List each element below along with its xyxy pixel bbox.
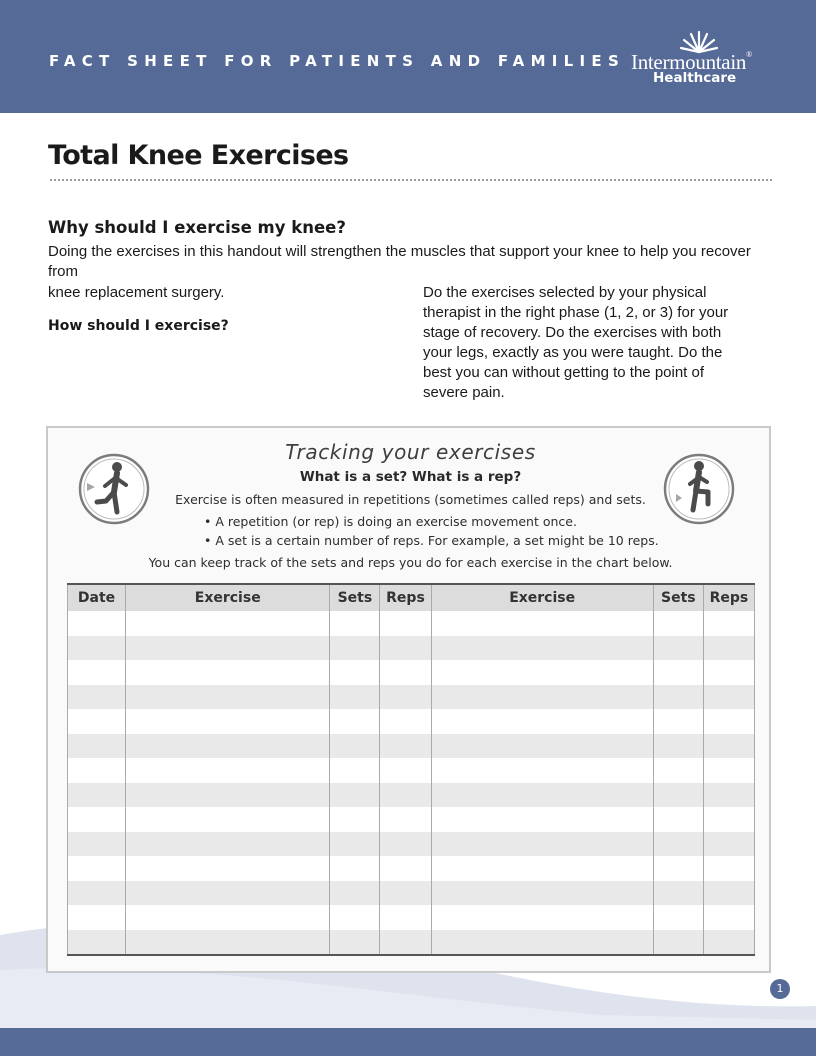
table-cell[interactable] bbox=[653, 709, 703, 734]
table-cell[interactable] bbox=[431, 856, 653, 881]
table-cell[interactable] bbox=[431, 660, 653, 685]
table-cell[interactable] bbox=[431, 611, 653, 636]
table-cell[interactable] bbox=[330, 783, 380, 808]
table-cell[interactable] bbox=[330, 758, 380, 783]
table-row bbox=[68, 783, 755, 808]
title-divider bbox=[50, 179, 772, 181]
table-cell[interactable] bbox=[431, 734, 653, 759]
table-cell[interactable] bbox=[330, 856, 380, 881]
table-row bbox=[68, 856, 755, 881]
exercise-tracking-table bbox=[67, 583, 755, 956]
table-cell[interactable] bbox=[703, 930, 754, 956]
table-cell[interactable] bbox=[126, 611, 330, 636]
table-cell[interactable] bbox=[703, 807, 754, 832]
table-cell[interactable] bbox=[68, 758, 126, 783]
table-cell[interactable] bbox=[431, 783, 653, 808]
table-cell[interactable] bbox=[68, 611, 126, 636]
table-cell[interactable] bbox=[380, 856, 431, 881]
table-cell[interactable] bbox=[330, 807, 380, 832]
table-cell[interactable] bbox=[126, 832, 330, 857]
table-cell[interactable] bbox=[330, 832, 380, 857]
tracking-title: Tracking your exercises bbox=[285, 440, 536, 464]
page-number-badge: 1 bbox=[770, 979, 790, 999]
table-cell[interactable] bbox=[653, 783, 703, 808]
table-body bbox=[68, 611, 755, 955]
table-cell[interactable] bbox=[431, 905, 653, 930]
tracking-description: Exercise is often measured in repetitions (sometimes called reps) and sets. bbox=[175, 492, 646, 507]
table-cell[interactable] bbox=[380, 685, 431, 710]
table-row bbox=[68, 636, 755, 661]
tracking-exercises-box bbox=[46, 426, 771, 973]
table-cell[interactable] bbox=[126, 930, 330, 956]
tracking-bullet-set: • A set is a certain number of reps. For example, a set might be 10 reps. bbox=[204, 533, 659, 548]
table-cell[interactable] bbox=[330, 905, 380, 930]
header-tagline: FACT SHEET FOR PATIENTS AND FAMILIES bbox=[49, 52, 626, 70]
column-header-sets-2: Sets bbox=[653, 584, 703, 611]
tracking-footer-text: You can keep track of the sets and reps you do for each exercise in the chart below. bbox=[148, 555, 673, 570]
table-cell[interactable] bbox=[653, 660, 703, 685]
table-cell[interactable] bbox=[653, 685, 703, 710]
table-cell[interactable] bbox=[703, 881, 754, 906]
table-cell[interactable] bbox=[380, 758, 431, 783]
table-cell[interactable] bbox=[68, 930, 126, 956]
table-cell[interactable] bbox=[330, 611, 380, 636]
table-cell[interactable] bbox=[703, 783, 754, 808]
table-row bbox=[68, 758, 755, 783]
table-cell[interactable] bbox=[703, 709, 754, 734]
table-cell[interactable] bbox=[653, 881, 703, 906]
column-header-exercise: Exercise bbox=[126, 584, 330, 611]
tracking-subtitle: What is a set? What is a rep? bbox=[299, 469, 522, 485]
table-cell[interactable] bbox=[68, 783, 126, 808]
table-cell[interactable] bbox=[68, 734, 126, 759]
table-cell[interactable] bbox=[330, 709, 380, 734]
table-row bbox=[68, 881, 755, 906]
table-cell[interactable] bbox=[703, 832, 754, 857]
table-cell[interactable] bbox=[703, 856, 754, 881]
table-cell[interactable] bbox=[703, 734, 754, 759]
table-cell[interactable] bbox=[653, 611, 703, 636]
table-cell[interactable] bbox=[653, 856, 703, 881]
tracking-bullet-rep: • A repetition (or rep) is doing an exercise movement once. bbox=[204, 514, 577, 529]
why-exercise-heading: Why should I exercise my knee? bbox=[48, 218, 346, 237]
table-cell[interactable] bbox=[380, 611, 431, 636]
table-header-row bbox=[68, 584, 755, 611]
table-cell[interactable] bbox=[126, 856, 330, 881]
table-cell[interactable] bbox=[126, 905, 330, 930]
table-cell[interactable] bbox=[703, 636, 754, 661]
table-cell[interactable] bbox=[68, 905, 126, 930]
page-header bbox=[0, 0, 816, 113]
table-cell[interactable] bbox=[380, 807, 431, 832]
table-cell[interactable] bbox=[380, 709, 431, 734]
table-cell[interactable] bbox=[653, 905, 703, 930]
table-row bbox=[68, 905, 755, 930]
table-cell[interactable] bbox=[431, 758, 653, 783]
table-cell[interactable] bbox=[703, 660, 754, 685]
table-cell[interactable] bbox=[330, 636, 380, 661]
table-cell[interactable] bbox=[431, 930, 653, 956]
table-row bbox=[68, 807, 755, 832]
table-cell[interactable] bbox=[380, 636, 431, 661]
table-cell[interactable] bbox=[380, 930, 431, 956]
table-row bbox=[68, 930, 755, 956]
table-row bbox=[68, 685, 755, 710]
page-footer-bar bbox=[0, 1028, 816, 1056]
why-exercise-text-continued: knee replacement surgery. bbox=[48, 284, 225, 301]
table-row bbox=[68, 832, 755, 857]
table-cell[interactable] bbox=[431, 685, 653, 710]
table-cell[interactable] bbox=[653, 807, 703, 832]
table-cell[interactable] bbox=[653, 930, 703, 956]
table-cell[interactable] bbox=[126, 758, 330, 783]
table-cell[interactable] bbox=[431, 832, 653, 857]
table-cell[interactable] bbox=[703, 685, 754, 710]
table-cell[interactable] bbox=[68, 636, 126, 661]
table-cell[interactable] bbox=[68, 807, 126, 832]
table-cell[interactable] bbox=[380, 783, 431, 808]
table-cell[interactable] bbox=[380, 660, 431, 685]
table-cell[interactable] bbox=[431, 636, 653, 661]
table-cell[interactable] bbox=[68, 685, 126, 710]
table-cell[interactable] bbox=[431, 807, 653, 832]
table-cell[interactable] bbox=[330, 734, 380, 759]
table-cell[interactable] bbox=[126, 734, 330, 759]
column-header-reps-2: Reps bbox=[703, 584, 754, 611]
table-cell[interactable] bbox=[68, 856, 126, 881]
table-cell[interactable] bbox=[380, 905, 431, 930]
page-title: Total Knee Exercises bbox=[48, 140, 349, 171]
logo-registered-mark: ® bbox=[746, 50, 752, 59]
table-cell[interactable] bbox=[703, 905, 754, 930]
intermountain-logo bbox=[629, 28, 774, 88]
table-cell[interactable] bbox=[126, 685, 330, 710]
column-header-reps: Reps bbox=[380, 584, 431, 611]
table-cell[interactable] bbox=[126, 660, 330, 685]
logo-name-text: Intermountain bbox=[631, 50, 747, 74]
table-cell[interactable] bbox=[330, 660, 380, 685]
table-cell[interactable] bbox=[703, 611, 754, 636]
table-cell[interactable] bbox=[68, 709, 126, 734]
table-cell[interactable] bbox=[68, 832, 126, 857]
table-cell[interactable] bbox=[330, 930, 380, 956]
table-cell[interactable] bbox=[68, 660, 126, 685]
table-row bbox=[68, 734, 755, 759]
table-cell[interactable] bbox=[330, 685, 380, 710]
table-cell[interactable] bbox=[126, 783, 330, 808]
table-cell[interactable] bbox=[653, 734, 703, 759]
how-exercise-text: Do the exercises selected by your physical therapist in the right phase (1, 2, or 3) for your stage of recovery. Do the exercises with both your legs, exactly as you were taught. Do the best you can without getting to the point of severe pain. bbox=[423, 284, 729, 401]
table-row bbox=[68, 611, 755, 636]
table-cell[interactable] bbox=[126, 807, 330, 832]
table-cell[interactable] bbox=[330, 881, 380, 906]
table-row bbox=[68, 709, 755, 734]
table-cell[interactable] bbox=[126, 636, 330, 661]
table-cell[interactable] bbox=[380, 734, 431, 759]
logo-subtitle: Healthcare bbox=[653, 70, 737, 86]
table-cell[interactable] bbox=[68, 881, 126, 906]
column-header-sets: Sets bbox=[330, 584, 380, 611]
table-cell[interactable] bbox=[653, 636, 703, 661]
table-cell[interactable] bbox=[431, 709, 653, 734]
table-cell[interactable] bbox=[653, 758, 703, 783]
table-cell[interactable] bbox=[380, 832, 431, 857]
table-cell[interactable] bbox=[126, 881, 330, 906]
table-cell[interactable] bbox=[126, 709, 330, 734]
table-cell[interactable] bbox=[380, 881, 431, 906]
how-exercise-heading: How should I exercise? bbox=[48, 318, 229, 334]
column-header-date: Date bbox=[68, 584, 126, 611]
table-cell[interactable] bbox=[431, 881, 653, 906]
table-row bbox=[68, 660, 755, 685]
table-cell[interactable] bbox=[653, 832, 703, 857]
table-cell[interactable] bbox=[703, 758, 754, 783]
why-exercise-text: Doing the exercises in this handout will strengthen the muscles that support your knee to help you recover from bbox=[48, 243, 751, 280]
column-header-exercise-2: Exercise bbox=[431, 584, 653, 611]
